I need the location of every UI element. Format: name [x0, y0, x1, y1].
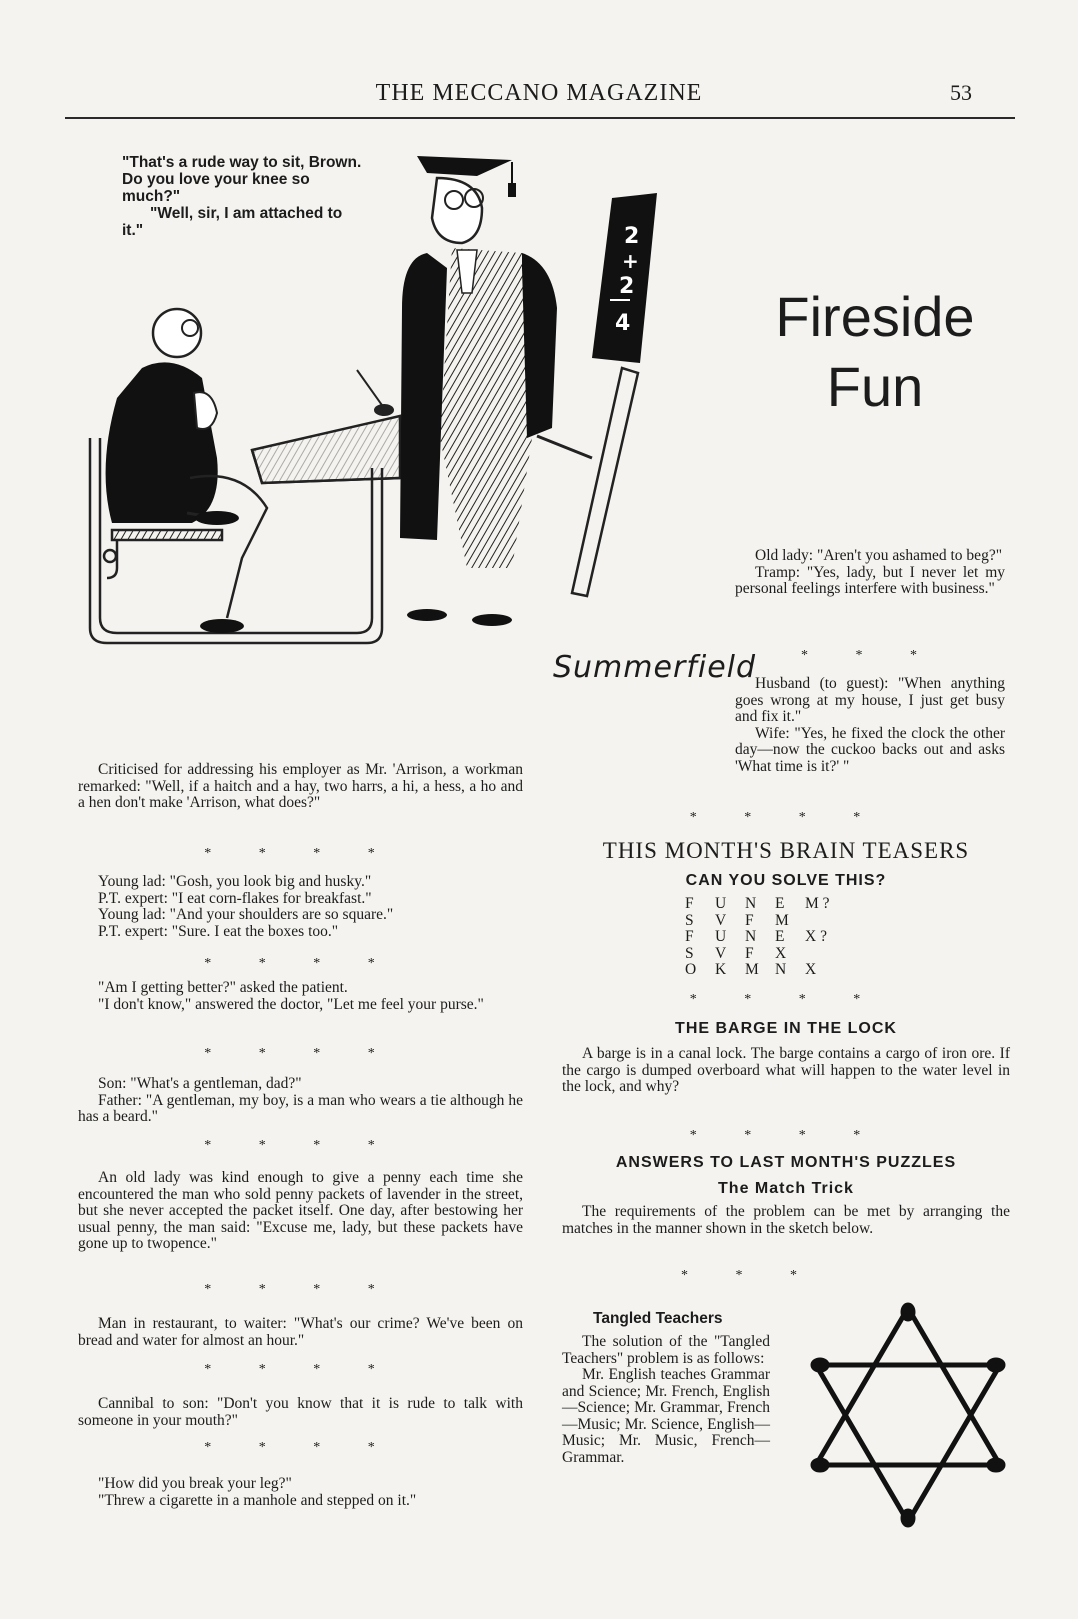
blackboard-digit: 2	[619, 274, 635, 299]
joke-gentleman	[78, 1076, 523, 1126]
joke-line: Young lad: "Gosh, you look big and husky."	[98, 873, 372, 890]
classroom-cartoon	[82, 138, 640, 678]
teacher-figure	[400, 156, 592, 626]
caption-teacher-line: "That's a rude way to sit, Brown. Do you love your knee so much?"	[122, 154, 362, 205]
page-title-line1: Fireside	[775, 285, 975, 348]
separator-stars: * * * *	[689, 1128, 883, 1143]
separator-stars: * * * *	[204, 1046, 397, 1061]
puzzle-row: F U N E X ?	[685, 928, 827, 945]
joke-line: Criticised for addressing his employer as Mr. 'Arrison, a workman remarked: "Well, if a haitch and a hay, two harrs, a hi, a hess, a ho and a hen don't make 'Arrison, what does?"	[78, 761, 523, 811]
blackboard-digit: 2	[624, 224, 640, 249]
separator-stars: * * * *	[204, 1362, 397, 1377]
answers-heading: ANSWERS TO LAST MONTH'S PUZZLES	[615, 1154, 957, 1171]
joke-manhole	[78, 1476, 523, 1509]
joke-line: Young lad: "And your shoulders are so square."	[98, 906, 394, 923]
header-rule	[65, 117, 1015, 119]
joke-line: P.T. expert: "I eat corn-flakes for breakfast."	[98, 889, 372, 907]
puzzle-row: F U N E M ?	[685, 895, 830, 912]
match-trick-text: The requirements of the problem can be met by arranging the matches in the manner shown in the sketch below.	[562, 1203, 1010, 1237]
separator-stars: * * * *	[204, 1138, 397, 1153]
match-star-diagram	[808, 1300, 1008, 1530]
separator-stars: * * *	[801, 648, 939, 663]
tangled-teachers-heading: Tangled Teachers	[593, 1310, 723, 1327]
joke-line: "Threw a cigarette in a manhole and stepped on it."	[98, 1491, 417, 1509]
can-you-solve-heading: CAN YOU SOLVE THIS?	[685, 872, 887, 889]
joke-cannibal	[78, 1396, 523, 1429]
joke-old-lady	[735, 548, 1005, 598]
barge-heading: THE BARGE IN THE LOCK	[675, 1020, 897, 1037]
joke-arrison	[78, 762, 523, 812]
puzzle-row: O K M N X	[685, 961, 817, 978]
blackboard-digit: 4	[615, 311, 631, 336]
joke-line: Tramp: "Yes, lady, but I never let my personal feelings interfere with business."	[735, 563, 1005, 597]
joke-line: Man in restaurant, to waiter: "What's our crime? We've been on bread and water for almost an hour."	[78, 1315, 523, 1349]
joke-line: Old lady: "Aren't you ashamed to beg?"	[755, 547, 1003, 564]
separator-stars: * * * *	[204, 956, 397, 971]
blackboard-plus: +	[622, 249, 639, 273]
brain-teasers-heading: THIS MONTH'S BRAIN TEASERS	[602, 838, 970, 863]
joke-cuckoo-clock	[735, 676, 1005, 775]
page-title	[755, 282, 995, 422]
joke-line: Husband (to guest): "When anything goes wrong at my house, I just get busy and fix it."	[735, 675, 1005, 725]
magazine-title: THE MECCANO MAGAZINE	[375, 80, 703, 106]
blackboard-easel	[572, 193, 657, 596]
separator-stars: * * * *	[689, 810, 883, 825]
joke-line: "I don't know," answered the doctor, "Let me feel your purse."	[98, 995, 484, 1013]
joke-line: Wife: "Yes, he fixed the clock the other day—now the cuckoo backs out and asks 'What time is it?' "	[735, 724, 1005, 775]
separator-stars: * * *	[681, 1268, 819, 1283]
caption-pupil-line: "Well, sir, I am attached to it."	[122, 205, 343, 239]
match-trick-heading: The Match Trick	[718, 1180, 854, 1197]
separator-stars: * * * *	[689, 992, 883, 1007]
letter-puzzle-grid	[685, 896, 835, 979]
joke-line: "Am I getting better?" asked the patient.	[98, 979, 348, 996]
page-title-line2: Fun	[826, 355, 924, 418]
separator-stars: * * * *	[204, 1282, 397, 1297]
joke-purse	[78, 980, 523, 1013]
puzzle-row: S V F X	[685, 944, 787, 962]
barge-puzzle-text: A barge is in a canal lock. The barge contains a cargo of iron ore. If the cargo is dumped overboard what will happen to the water level in the lock, and why?	[562, 1045, 1010, 1095]
artist-signature: Summerfield	[553, 650, 757, 685]
joke-line: An old lady was kind enough to give a penny each time she encountered the man who sold penny packets of lavender in the street, but she never accepted the packet itself. One day, after bestowing her usual penny, the man said: "Excuse me, lady, but these packets have gone up to twopence."	[78, 1169, 523, 1252]
joke-line: Son: "What's a gentleman, dad?"	[98, 1075, 302, 1092]
separator-stars: * * * *	[204, 846, 397, 861]
joke-restaurant	[78, 1316, 523, 1349]
joke-lavender	[78, 1170, 523, 1253]
separator-stars: * * * *	[204, 1440, 397, 1455]
tangled-teachers-text: The solution of the "Tangled Teachers" problem is as follows: Mr. English teaches Grammar and Science; Mr. French, English—Science; Mr. Grammar, French—Music; Mr. Science, English—Music; Mr. Music, French—Grammar.	[562, 1333, 770, 1466]
inkwell-icon	[357, 370, 393, 415]
joke-line: Cannibal to son: "Don't you know that it is rude to talk with someone in your mouth?"	[78, 1395, 523, 1429]
joke-line: "How did you break your leg?"	[98, 1475, 292, 1492]
seated-pupil-figure	[106, 309, 267, 633]
puzzle-row: S V F M	[685, 911, 789, 929]
joke-corn-flakes	[78, 874, 523, 940]
joke-line: P.T. expert: "Sure. I eat the boxes too."	[98, 922, 339, 940]
page-number: 53	[950, 80, 972, 105]
joke-line: Father: "A gentleman, my boy, is a man who wears a tie although he has a beard."	[78, 1091, 523, 1125]
